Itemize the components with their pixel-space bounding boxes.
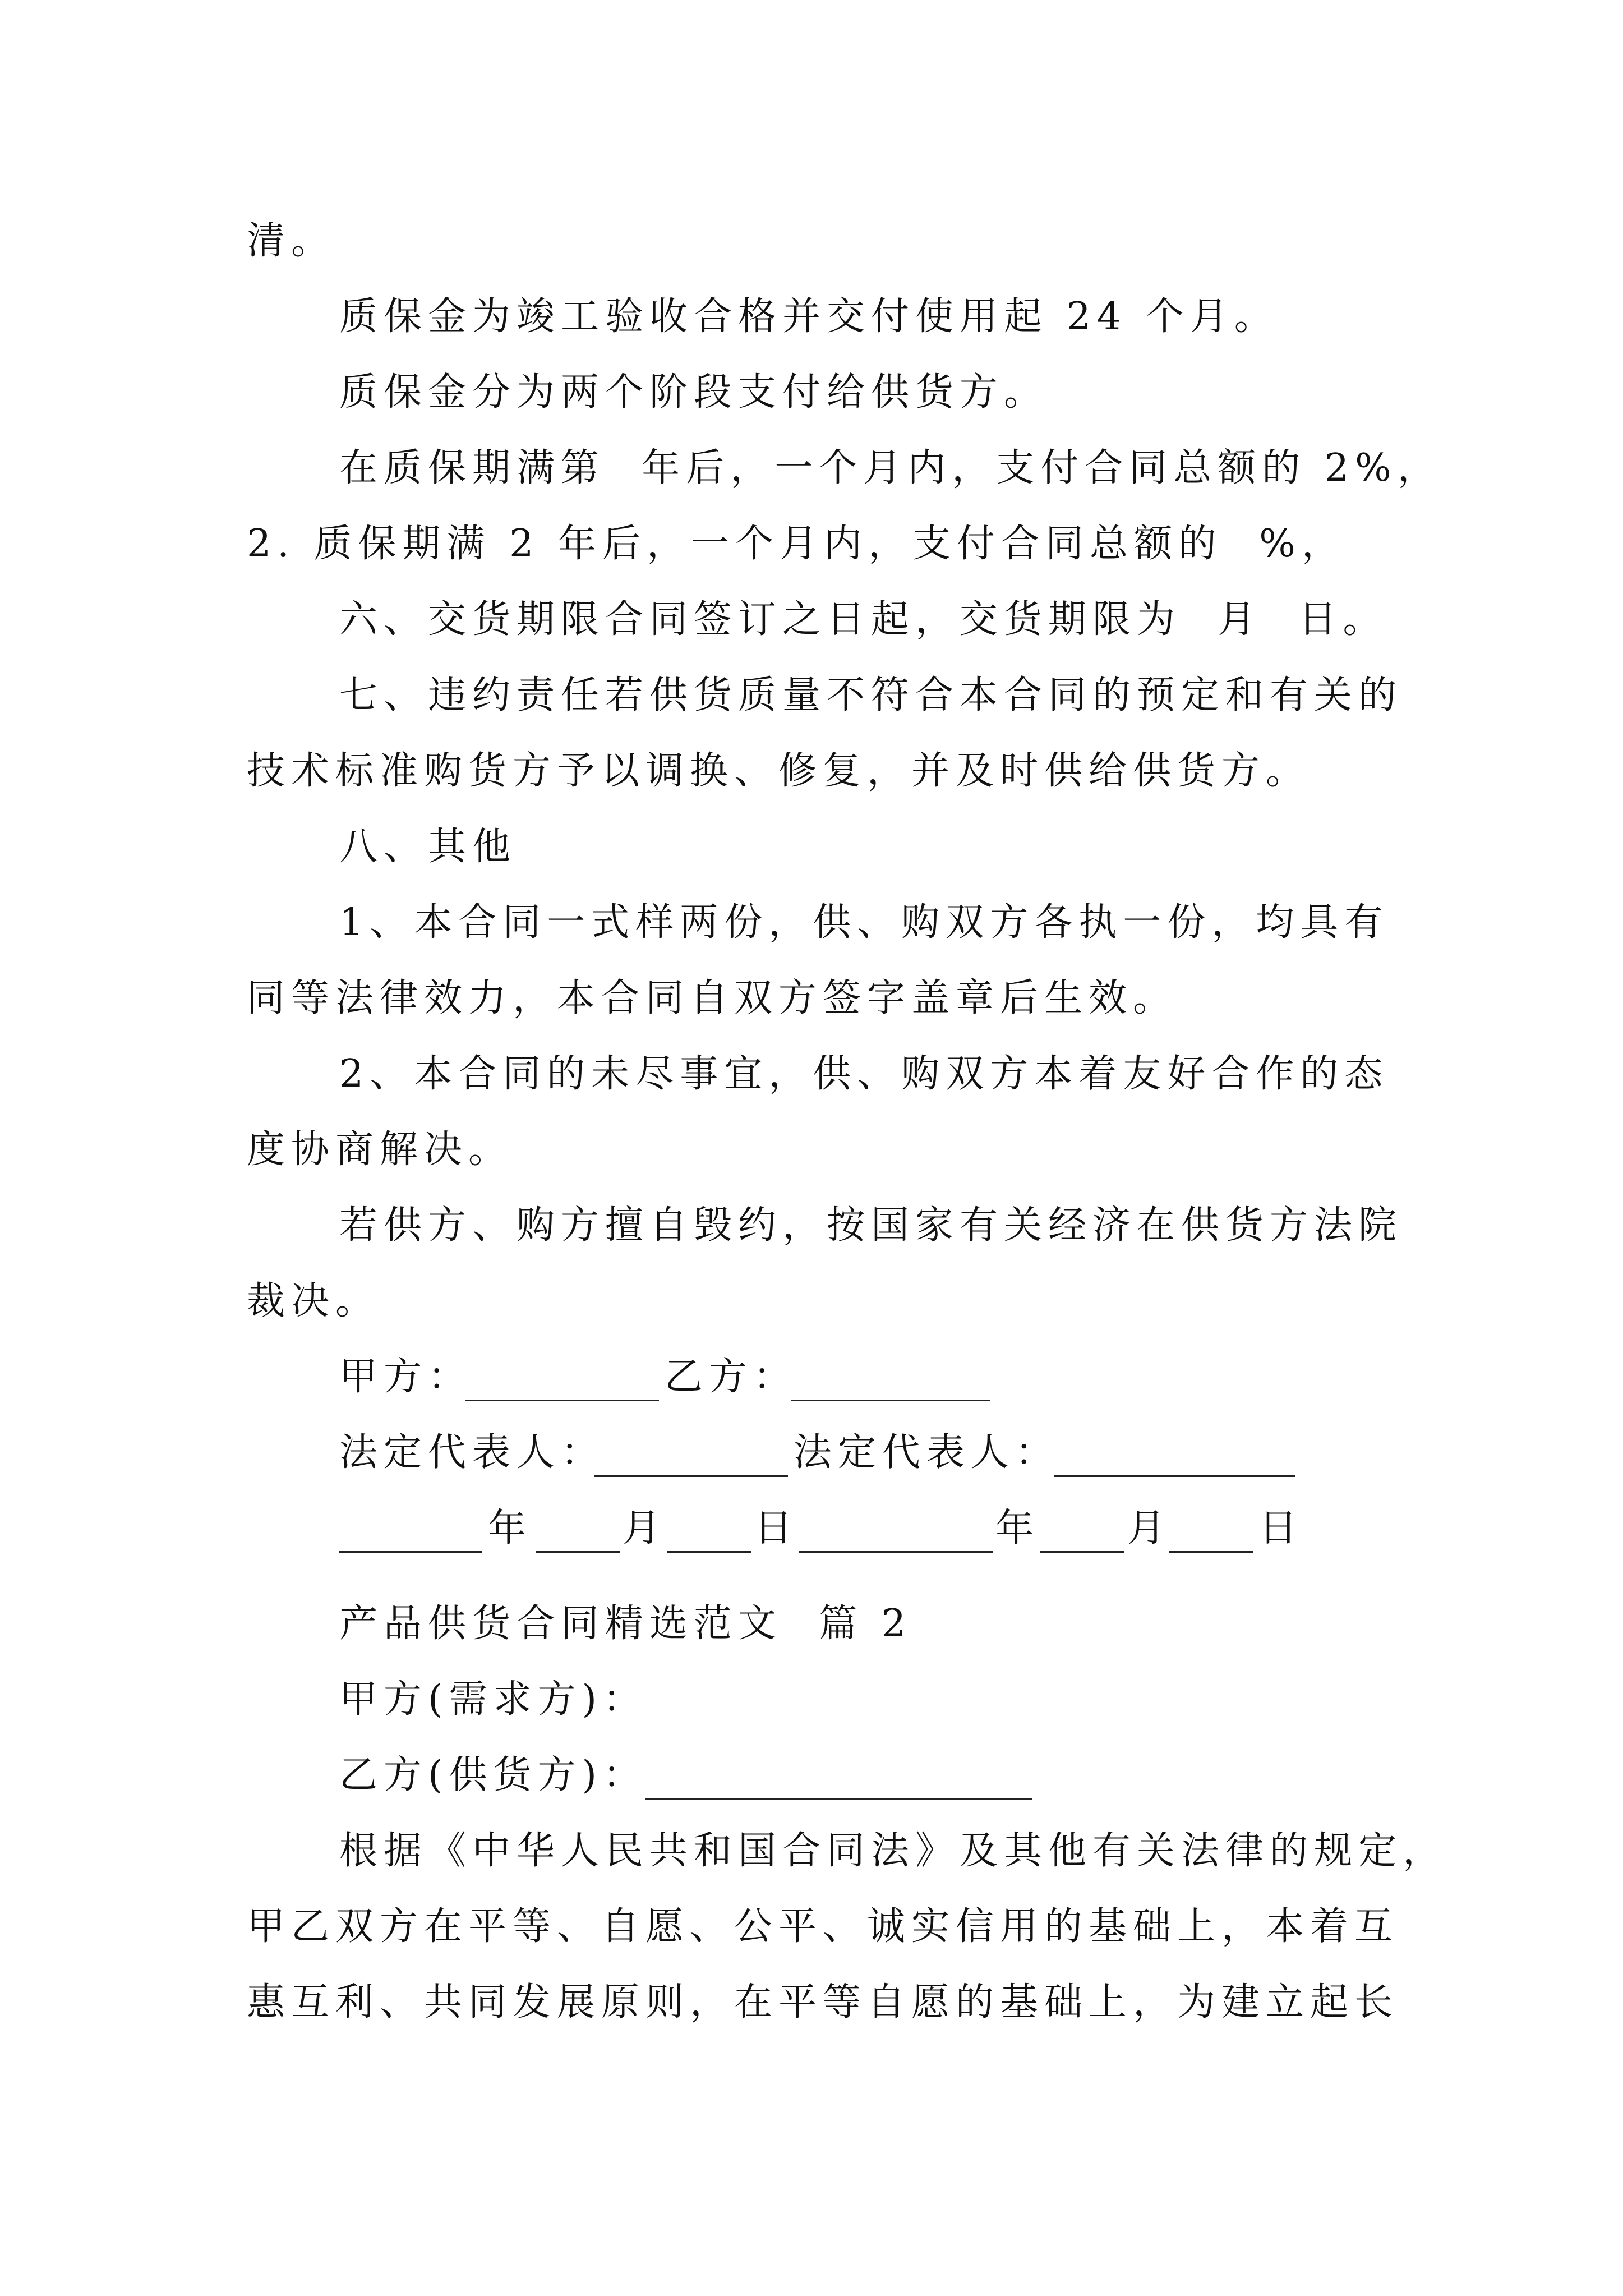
text-line: 惠互利、共同发展原则，在平等自愿的基础上，为建立起长 [247,1980,1399,2024]
text-line: 同等法律效力，本合同自双方签字盖章后生效。 [247,976,1178,1020]
text-line: 根据《中华人民共和国合同法》及其他有关法律的规定， [339,1829,1447,1873]
text-line: 六、交货期限合同签订之日起，交货期限为 月 日。 [339,597,1387,642]
date-b-day-label: 日 [1259,1506,1304,1550]
text-line: 若供方、购方擅自毁约，按国家有关经济在供货方法院 [339,1203,1403,1248]
rep-b-blank[interactable] [1054,1475,1295,1477]
party-b-name-blank[interactable] [645,1798,1032,1800]
party-b-heading: 乙方(供货方)： [339,1753,648,1797]
date-a-month-label: 月 [623,1506,667,1550]
text-line: 七、违约责任若供货质量不符合本合同的预定和有关的 [339,673,1403,717]
text-line: 在质保期满第 年后，一个月内，支付合同总额的 2%， [339,446,1442,490]
rep-a-blank[interactable] [594,1475,788,1477]
rep-b-label: 法定代表人： [794,1430,1060,1475]
party-a-heading: 甲方(需求方)： [339,1677,648,1722]
party-b-blank[interactable] [791,1400,990,1401]
text-line: 2. 质保期满 2 年后，一个月内，支付合同总额的 %， [247,522,1346,566]
text-line: 2、本合同的未尽事宜，供、购双方本着友好合作的态 [339,1052,1389,1096]
date-a-month-blank[interactable] [536,1551,620,1553]
date-b-year-blank[interactable] [799,1551,993,1553]
party-b-label: 乙方： [665,1355,798,1399]
section-title: 产品供货合同精选范文 篇 2 [339,1602,912,1646]
text-line: 质保金为竣工验收合格并交付使用起 24 个月。 [339,295,1279,339]
date-b-month-label: 月 [1127,1506,1172,1550]
text-line: 1、本合同一式样两份，供、购双方各执一份，均具有 [339,900,1389,945]
text-line: 清。 [247,219,336,263]
text-line: 裁决。 [247,1279,380,1323]
text-line: 质保金分为两个阶段支付给供货方。 [339,370,1049,415]
party-a-label: 甲方： [339,1355,473,1399]
date-a-day-blank[interactable] [667,1551,751,1553]
text-line: 甲乙双方在平等、自愿、公平、诚实信用的基础上，本着互 [247,1904,1399,1949]
text-line: 度协商解决。 [247,1128,513,1172]
date-b-year-label: 年 [995,1506,1040,1550]
date-b-month-blank[interactable] [1040,1551,1124,1553]
text-line: 技术标准购货方予以调换、修复，并及时供给供货方。 [247,749,1311,793]
date-a-year-blank[interactable] [339,1551,482,1553]
date-a-day-label: 日 [754,1506,799,1550]
rep-a-label: 法定代表人： [339,1430,606,1475]
text-line: 八、其他 [339,825,517,869]
date-b-day-blank[interactable] [1169,1551,1253,1553]
date-a-year-label: 年 [488,1506,533,1550]
party-a-blank[interactable] [465,1400,659,1401]
